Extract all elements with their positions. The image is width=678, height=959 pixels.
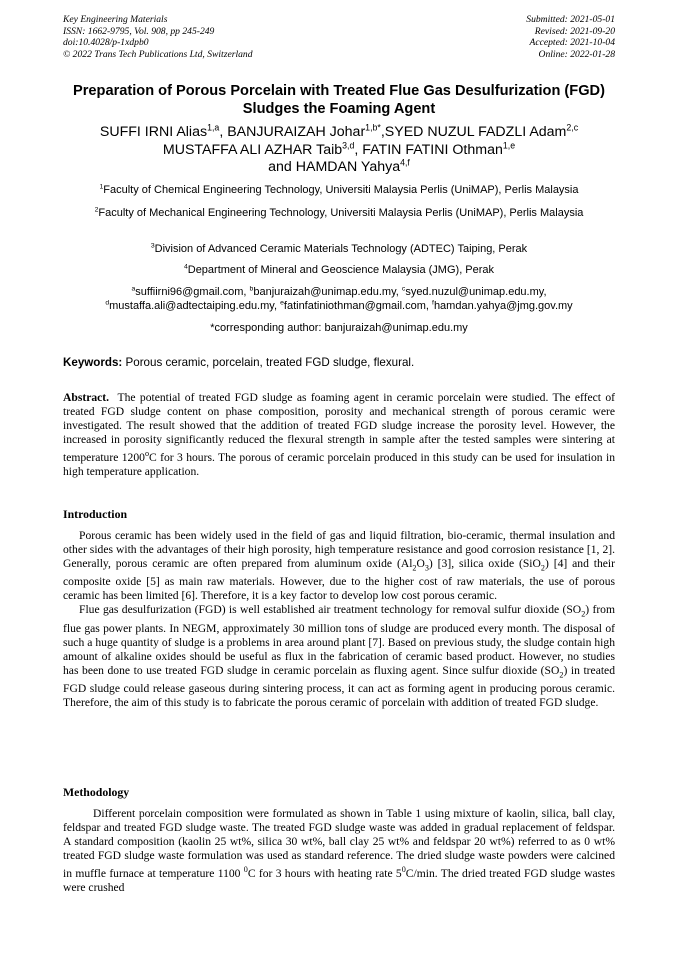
- paper-title: Preparation of Porous Porcelain with Treated Flue Gas Desulfurization (FGD) Sludges the Foaming Agent: [73, 83, 605, 117]
- methodology-body: [63, 807, 615, 895]
- author-sup: 3,d: [342, 139, 355, 150]
- keywords-text: Porous ceramic, porcelain, treated FGD sludge, flexural.: [125, 356, 415, 369]
- author-list: [40, 124, 638, 177]
- affiliation-sup: 2: [94, 206, 99, 214]
- abstract-text: The potential of treated FGD sludge as foaming agent in ceramic porcelain were studied. The effect of treated FGD sludge content on phase composition, porosity and mechanical strength of porous ceramic were investigated. The result showed that the addition of treated FGD sludge increase the porosity level. However, the increased in porosity significantly reduced the flexural strength in sample after the tested samples were sintering at temperature 1200: [63, 391, 616, 464]
- affiliation-2: [60, 207, 618, 220]
- email-c[interactable]: syed.nuzul@unimap.edu.my: [405, 286, 544, 298]
- date-submitted: Submitted: 2021-05-01: [526, 14, 615, 25]
- affiliation-4: [60, 264, 618, 277]
- affiliation-text: Faculty of Chemical Engineering Technology, Universiti Malaysia Perlis (UniMAP), Perlis Malaysia: [103, 184, 579, 196]
- affiliation-sup: 3: [150, 242, 155, 250]
- journal-issn: ISSN: 1662-9795, Vol. 908, pp 245-249: [63, 25, 215, 37]
- author-sep: ,: [219, 124, 228, 140]
- email-line-1: $^a$suffiirni96@gmail.com, $^b$banjuraizah@unimap.edu.my, $^c$syed.nuzul@unimap.edu.my,: [131, 285, 547, 298]
- author-name: and HAMDAN Yahya: [268, 159, 401, 176]
- author-name: FATIN FATINI Othman: [362, 141, 503, 158]
- author-name: MUSTAFFA ALI AZHAR Taib: [162, 141, 343, 158]
- email-f[interactable]: hamdan.yahya@jmg.gov.my: [433, 299, 573, 312]
- methodology-heading: Methodology: [63, 785, 130, 799]
- journal-name: Key Engineering Materials: [63, 14, 168, 25]
- intro-paragraph-1: Porous ceramic has been widely used in the field of gas and liquid filtration, bio-ceramic, thermal insulation and other sides with the advantages of their high porosity, high temperature resistance and good corrosion resistance [1, 2]. Generally, porous ceramic are often prepared from aluminum oxide $(Al_2O_3)$ [3], silica oxide (SiO$_2$) [4] and their composite oxide [5] as main raw materials. However, due to the higher cost of raw materials, the use of porous ceramic has been limited [6]. Therefore, it is a key factor to develop low cost porous ceramic.: [63, 529, 616, 603]
- author-sup: 4,f: [400, 157, 410, 168]
- affiliation-text: Division of Advanced Ceramic Materials Technology (ADTEC) Taiping, Perak: [154, 243, 528, 255]
- author-name: SYED NUZUL FADZLI Adam: [384, 124, 567, 140]
- author-name: SUFFI IRNI Alias: [99, 124, 208, 140]
- keywords: [63, 356, 615, 369]
- author-name: BANJURAIZAH Johar: [227, 124, 366, 140]
- affiliation-3: [60, 243, 618, 256]
- author-sup: 1,a: [207, 122, 220, 133]
- affiliation-sup: 1: [99, 183, 104, 191]
- author-sup: 2,c: [566, 122, 579, 133]
- email-a[interactable]: suffiirni96@gmail.com: [135, 286, 244, 298]
- author-sep: ,: [354, 141, 363, 158]
- abstract: [63, 391, 615, 479]
- email-e[interactable]: fatinfatiniothman@gmail.com: [283, 299, 426, 312]
- affiliation-text: Department of Mineral and Geoscience Malaysia (JMG), Perak: [187, 264, 495, 276]
- journal-doi: doi:10.4028/p-1xdpb0: [63, 37, 149, 49]
- author-emails: [50, 286, 628, 313]
- introduction-heading: Introduction: [63, 507, 128, 521]
- date-online: Online: 2022-01-28: [538, 48, 615, 60]
- journal-copyright: © 2022 Trans Tech Publications Ltd, Switzerland: [63, 48, 253, 60]
- keywords-label: Keywords:: [63, 356, 123, 369]
- method-paragraph-1: Different porcelain composition were formulated as shown in Table 1 using mixture of kaolin, silica, ball clay, feldspar and treated FGD sludge waste. The treated FGD sludge waste was added in gradual replacement of feldspar. A standard composition (kaolin 25 wt%, silica 30 wt%, ball clay 25 wt% and feldspar 20 wt%) referred to as 0 wt% treated FGD sludge waste formulation was used as standard reference. The dried sludge waste powders were calcined in muffle furnace at temperature 1100 $^0$C for 3 hours with heating rate $5^0C/\min$. The dried treated FGD sludge wastes were crushed: [63, 807, 616, 894]
- publication-dates: [526, 14, 615, 60]
- author-sep: ,: [380, 124, 385, 140]
- intro-paragraph-2: Flue gas desulfurization (FGD) is well established air treatment technology for removal sulfur dioxide $(SO_2)$ from flue gas power plants. In NEGM, approximately 30 million tons of sludge are produced every month. The disposal of such a huge quantity of sludge is a problems in area around plant [7]. Based on previous study, the sludge contain high amount of alkaline oxides should be useful as flux in the fabrication of ceramic based product. However, no studies has been done to use treated FGD sludge in ceramic porcelain as fluxing agent. Since sulfur dioxide $(SO_2)$ in treated FGD sludge could release gaseous during sintering process, it can act as forming agent in producing porous ceramic. Therefore, the aim of this study is to fabricate the porous ceramic of porcelain with addition of treated FGD sludge.: [63, 603, 616, 709]
- email-line-2: $^d$mustaffa.ali@adtectaiping.edu.my, $^e$fatinfatiniothman@gmail.com, $^f$hamdan.yahya@jmg.gov.my: [105, 298, 573, 312]
- affiliation-sup: 4: [183, 263, 188, 271]
- author-sup: 1,e: [502, 139, 516, 150]
- abstract-text-end: C for 3 hours. The porous of ceramic porcelain produced in this study can be used for insulation in high temperature application.: [63, 450, 615, 478]
- affiliation-text: Faculty of Mechanical Engineering Technology, Universiti Malaysia Perlis (UniMAP), Perlis Malaysia: [98, 207, 584, 219]
- corresponding-author: *corresponding author: banjuraizah@unimap.edu.my: [210, 322, 468, 334]
- email-d[interactable]: mustaffa.ali@adtectaiping.edu.my: [109, 299, 274, 312]
- abstract-label: Abstract.: [63, 391, 110, 404]
- journal-info: [63, 14, 253, 60]
- date-accepted: Accepted: 2021-10-04: [529, 37, 615, 49]
- email-b[interactable]: banjuraizah@unimap.edu.my: [253, 286, 396, 298]
- date-revised: Revised: 2021-09-20: [534, 25, 615, 37]
- affiliation-1: [60, 184, 618, 197]
- introduction-body: [63, 529, 615, 710]
- degree-sup: o: [144, 449, 149, 458]
- author-sup: 1,b*: [365, 122, 381, 133]
